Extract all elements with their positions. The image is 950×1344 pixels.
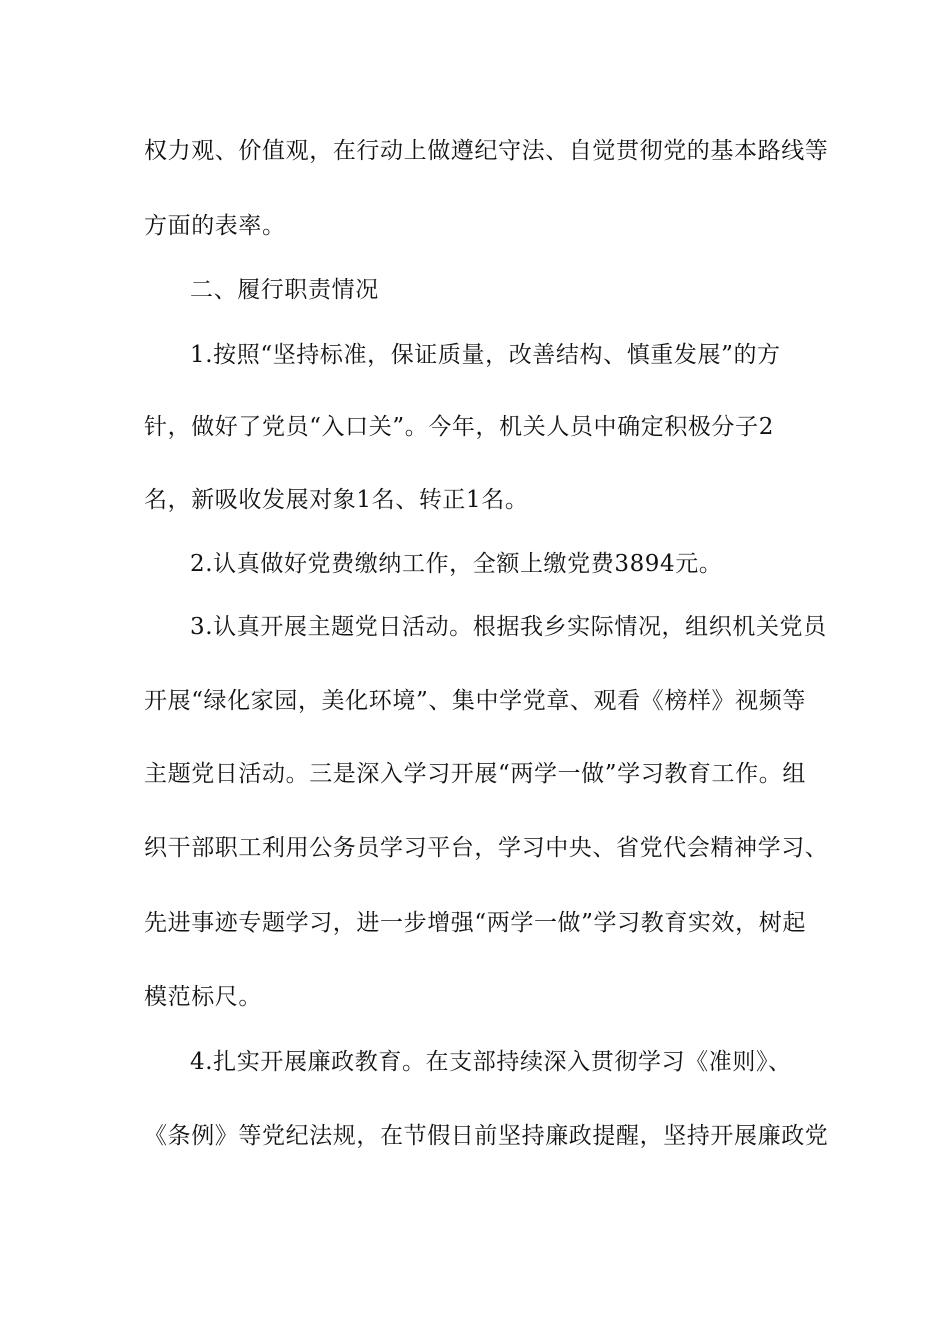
body-text-line: 模范标尺。: [144, 984, 262, 1010]
body-text-line: 织干部职工利用公务员学习平台，学习中央、省党代会精神学习、: [144, 835, 829, 861]
body-text-line: 4.扎实开展廉政教育。在支部持续深入贯彻学习《准则》、: [190, 1049, 792, 1075]
body-text-line: 《条例》等党纪法规，在节假日前坚持廉政提醒，坚持开展廉政党: [144, 1123, 829, 1149]
body-text-line: 2.认真做好党费缴纳工作，全额上缴党费3894元。: [190, 551, 723, 577]
body-text-line: 1.按照“坚持标准，保证质量，改善结构、慎重发展”的方: [190, 342, 781, 368]
body-text-line: 方面的表率。: [144, 213, 286, 239]
body-text-line: 名，新吸收发展对象1名、转正1名。: [144, 487, 529, 513]
body-text-line: 针，做好了党员“入口关”。今年，机关人员中确定积极分子2: [144, 414, 774, 440]
body-text-line: 权力观、价值观，在行动上做遵纪守法、自觉贯彻党的基本路线等: [144, 138, 829, 164]
body-text-line: 主题党日活动。三是深入学习开展“两学一做”学习教育工作。组: [144, 761, 806, 787]
body-text-line: 开展“绿化家园，美化环境”、集中学党章、观看《榜样》视频等: [144, 688, 806, 714]
section-heading: 二、履行职责情况: [190, 277, 379, 303]
body-text-line: 先进事迹专题学习，进一步增强“两学一做”学习教育实效，树起: [144, 910, 806, 936]
body-text-line: 3.认真开展主题党日活动。根据我乡实际情况，组织机关党员: [190, 614, 827, 640]
